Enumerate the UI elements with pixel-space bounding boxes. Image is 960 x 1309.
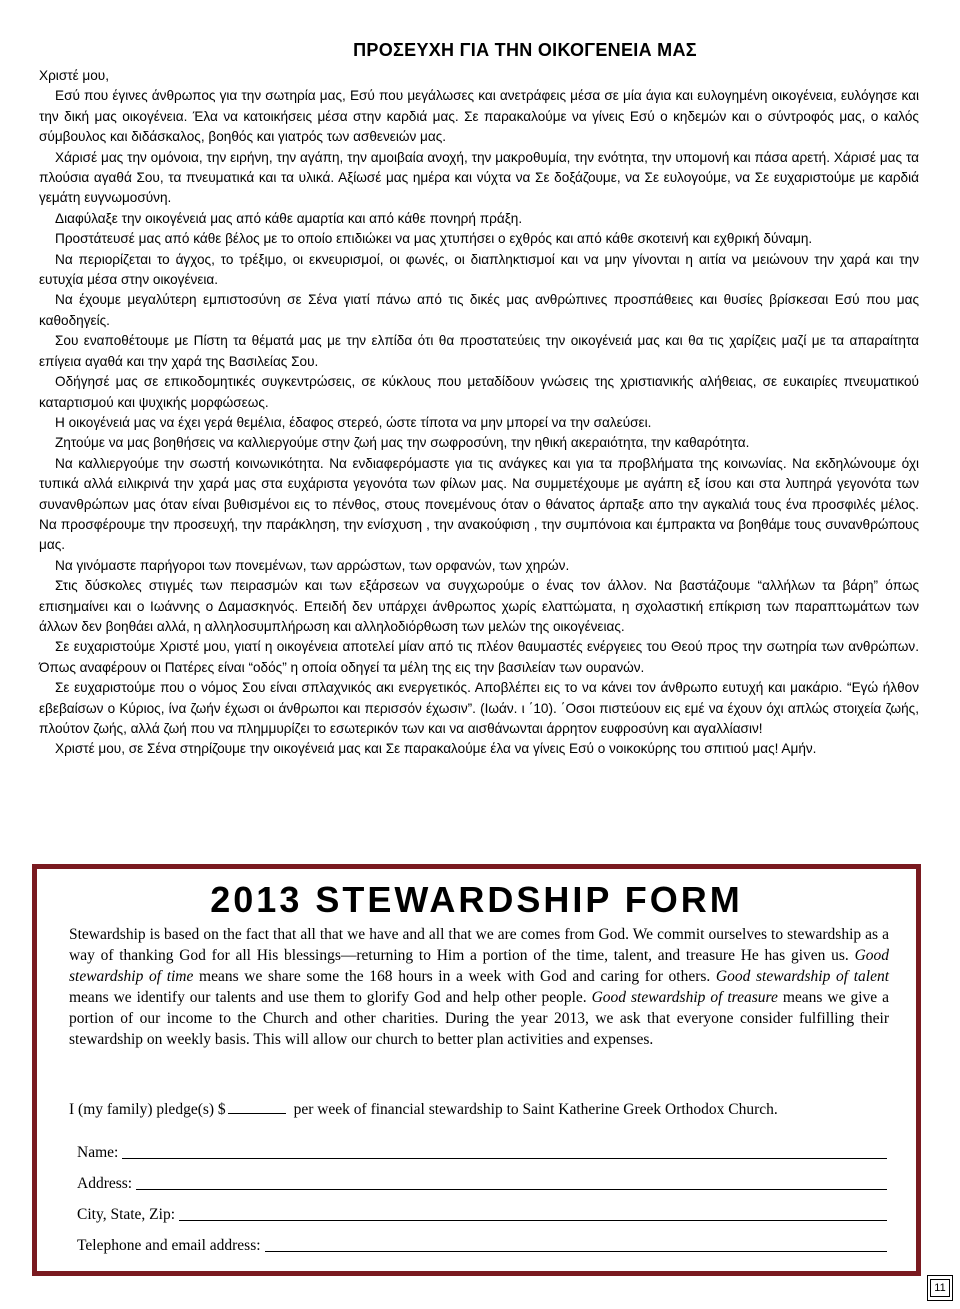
- page-number-box: [927, 1275, 953, 1301]
- prayer-paragraph: Να καλλιεργούμε την σωστή κοινωνικότητα. Να ενδιαφερόμαστε για τις ανάγκες και για τα προβλήματα της κοινωνίας. Να εκδηλώνουμε όχι τυπικά αλλά ειλικρινά την χαρά μας στα ευχάριστα γεγονότα των φίλων μας. Να συμμετέχουμε με αγάπη εξ ίσου και στα λυπηρά γεγονότα των συνανθρώπων μας όταν είναι βυθισμένοι εις το πένθος, στους πονεμένους όταν ο θάνατος άρπαξε απο την αγκαλιά τους ένα προσφιλές μέλος. Να προσφέρουμε την προσευχή, την παράκληση, την ενίσχυση , την ανακούφιση , την συμπόνοια και έμπρακτα να βοηθάμε τους συνανθρώπους μας.: [39, 455, 919, 553]
- prayer-salutation: Χριστέ μου,: [39, 68, 110, 83]
- prayer-paragraph: Σου εναποθέτουμε με Πίστη τα θέματά μας με την ελπίδα ότι θα προστατεύεις την οικογένειά μας και θα τις χαρίζεις μαζί με τα απαραίτητα επίγεια αγαθά και την χαρά της Βασιλείας Σου.: [39, 333, 919, 369]
- prayer-paragraph: Χάρισέ μας την ομόνοια, την ειρήνη, την αγάπη, την αμοιβαία ανοχή, την μακροθυμία, την ενότητα, την υπομονή και πάσα αρετή. Χάρισέ μας τα πλούσια αγαθά Σου, τα πνευματικά και τα υλικά. Αξίωσέ μας ημέρα και νύχτα να Σε δοξάζουμε, να Σε ευλογούμε, να Σε ευχαριστούμε με καρδιά γεμάτη ευγνωμοσύνη.: [39, 149, 919, 206]
- form-text: Stewardship is based on the fact that all that we have and all that we are comes from God. We commit ourselves to stewardship as a way of thanking God for all His blessings—returning to Him a portion of the time, talent, and treasure He has given us.: [69, 926, 889, 964]
- telephone-email-label: Telephone and email address:: [77, 1237, 265, 1255]
- page-number: 11: [930, 1279, 950, 1297]
- city-state-zip-label: City, State, Zip:: [77, 1206, 179, 1224]
- prayer-paragraph: Διαφύλαξε την οικογένειά μας από κάθε αμαρτία και από κάθε πονηρή πράξη.: [55, 210, 523, 226]
- pledge-amount-field[interactable]: [228, 1099, 286, 1114]
- form-title: 2013 STEWARDSHIP FORM: [210, 879, 743, 920]
- prayer-paragraph: Να περιορίζεται το άγχος, το τρέξιμο, οι εκνευρισμοί, οι φωνές, οι διαπληκτισμοί και να μην γίνονται η αιτία να μειώνουν την χαρά και την ευτυχία μέσα στην οικογένεια.: [39, 251, 919, 288]
- prayer-paragraph: Ζητούμε να μας βοηθήσεις να καλλιεργούμε στην ζωή μας την σωφροσύνη, την ηθική ακεραιότητα, την καθαρότητα.: [55, 435, 750, 451]
- pledge-suffix: per week of financial stewardship to Saint Katherine Greek Orthodox Church.: [293, 1101, 778, 1118]
- name-label: Name:: [77, 1144, 122, 1162]
- name-field[interactable]: [77, 1137, 887, 1159]
- form-text: means we share some the 168 hours in a week with God and caring for others.: [199, 968, 711, 985]
- stewardship-form: [32, 864, 921, 1276]
- form-description: [69, 924, 889, 1050]
- city-state-zip-field[interactable]: [77, 1199, 887, 1221]
- address-label: Address:: [77, 1175, 136, 1193]
- prayer-paragraph: Η οικογένειά μας να έχει γερά θεμέλια, έδαφος στερεό, ώστε τίποτα να μην μπορεί να την σαλεύσει.: [55, 414, 652, 430]
- telephone-email-field[interactable]: [77, 1230, 887, 1252]
- pledge-line: [69, 1099, 778, 1119]
- prayer-paragraph: Σε ευχαριστούμε Χριστέ μου, γιατί η οικογένεια αποτελεί μίαν από τις πλέον θαυμαστές ενέργειες του Θεού προς την σωτηρία των ανθρώπων. Όπως αναφέρουν οι Πατέρες είναι “οδός” η οποία οδηγεί τα μέλη της εις την βασιλείαν των ουρανών.: [39, 639, 919, 675]
- time-label: Good stewardship of time: [69, 947, 890, 985]
- prayer-paragraph: Στις δύσκολες στιγμές των πειρασμών και των εξάρσεων να συγχωρούμε ο ένας τον άλλον. Να βαστάζουμε “αλλήλων τα βάρη” όπως επισημαίνει και ο Ιωάννης ο Δαμασκηνός. Επειδή δεν υπάρχει άνθρωπος χωρίς ελαττώματα, η σχολαστική επίκριση των παραπτωμάτων των άλλων δεν βοηθάει αλλά, η αλληλοσυμπλήρωση και αλληλοδιόρθωση των μελών της οικογένειας.: [39, 578, 919, 634]
- address-field[interactable]: [77, 1168, 887, 1190]
- prayer-title: ΠΡΟΣΕΥΧΗ ΓΙΑ ΤΗΝ ΟΙΚΟΓΕΝΕΙΑ ΜΑΣ: [353, 40, 697, 60]
- prayer-body: [39, 66, 919, 760]
- talent-label: Good stewardship of talent: [715, 968, 890, 985]
- form-text: means we identify our talents and use them to glorify God and help other people.: [69, 989, 587, 1006]
- prayer-paragraph: Προστάτευσέ μας από κάθε βέλος με το οποίο επιδιώκει να μας χτυπήσει ο εχθρός και από κάθε σκοτεινή και εχθρική δύναμη.: [55, 231, 813, 247]
- pledge-prefix: I (my family) pledge(s) $: [69, 1101, 226, 1118]
- prayer-paragraph: Να γινόμαστε παρήγοροι των πονεμένων, των αρρώστων, των ορφανών, των χηρών.: [55, 557, 570, 573]
- treasure-label: Good stewardship of treasure: [591, 989, 778, 1006]
- prayer-paragraph: Χριστέ μου, σε Σένα στηρίζουμε την οικογένειά μας και Σε παρακαλούμε έλα να γίνεις Εσύ ο νοικοκύρης του σπιτιού μας! Αμήν.: [55, 741, 817, 757]
- prayer-paragraph: Εσύ που έγινες άνθρωπος για την σωτηρία μας, Εσύ που μεγάλωσες και ανετράφεις μέσα σε μία άγια και ευλογημένη οικογένεια, ευλόγησε και την δική μας οικογένεια. Έλα να κατοικήσεις μέσα στην καρδιά μας. Σε παρακαλούμε να γίνεις Εσύ ο κηδεμών και ο σύντροφός μας, ο καλός σύμβουλος και διδάσκαλος, βοηθός και γιατρός των ασθενειών μας.: [39, 88, 919, 145]
- prayer-paragraph: Οδήγησέ μας σε επικοδομητικές συγκεντρώσεις, σε κύκλους που μεταδίδουν γνώσεις της χριστιανικής αλήθειας, σε ευκαιρίες πνευματικού καταρτισμού και ψυχικής μορφώσεως.: [39, 374, 919, 410]
- form-text: means we give a portion of our income to the Church and other charities. During the year 2013, we ask that everyone consider fulfilling their stewardship on weekly basis. This will allow our church to better plan activities and expenses.: [69, 989, 890, 1048]
- prayer-paragraph: Να έχουμε μεγαλύτερη εμπιστοσύνη σε Σένα γιατί πάνω από τις δικές μας ανθρώπινες προσπάθειες και θυσίες βρίσκεσαι Εσύ που μας καθοδηγείς.: [39, 292, 919, 328]
- prayer-paragraph: Σε ευχαριστούμε που ο νόμος Σου είναι σπλαχνικός ακι ενεργετικός. Αποβλέπει εις το να κάνει τον άνθρωπο ευτυχή και μακάριο. “Εγώ ήλθον εβεβαίσων ο Κύριος, ίνα ζωήν έχωσι οι άνθρωποι και περισσόν έχωσιν”. (Ιωάν. ι ΄10). ΄Οσοι πιστεύουν εις εμέ να έχουν όχι απλώς στοιχεία ζωής, πλούτον ζωής, αλλά ζωή που να πλημμυρίζει το εσωτερικόν των και να αισθάνωνται άρρητον ευφροσύνη και αγαλλίασιν!: [39, 680, 919, 736]
